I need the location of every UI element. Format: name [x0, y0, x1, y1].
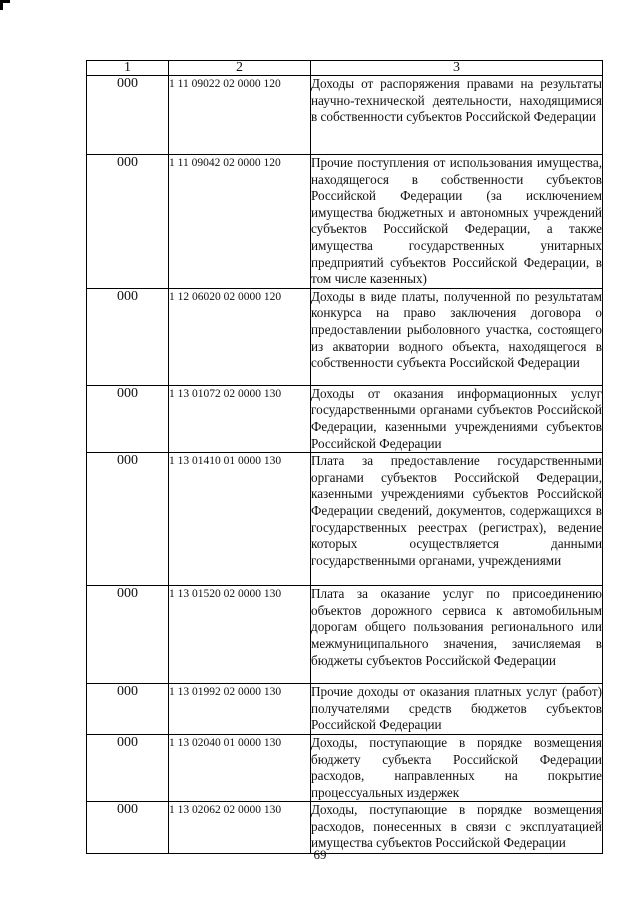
admin-code: 000 — [87, 734, 169, 801]
budget-code: 1 13 02062 02 0000 130 — [169, 802, 311, 854]
budget-code: 1 12 06020 02 0000 120 — [169, 288, 311, 385]
admin-code: 000 — [87, 802, 169, 854]
table-row — [87, 802, 603, 854]
budget-code: 1 13 01410 01 0000 130 — [169, 453, 311, 586]
income-description: Доходы от распоряжения правами на результаты научно-технической деятельности, находящимися в собственности субъектов Российской Федерации — [311, 76, 603, 155]
income-description: Прочие доходы от оказания платных услуг (работ) получателями средств бюджетов субъектов Российской Федерации — [311, 684, 603, 735]
page-number: 69 — [313, 847, 327, 862]
budget-code: 1 13 02040 01 0000 130 — [169, 734, 311, 801]
table-row — [87, 76, 603, 155]
table-row — [87, 453, 603, 586]
income-description: Плата за оказание услуг по присоединению объектов дорожного сервиса к автомобильным дорогам общего пользования регионального или межмуниципального значения, зачисляемая в бюджеты субъектов Российской Федерации — [311, 586, 603, 684]
income-description: Доходы, поступающие в порядке возмещения расходов, понесенных в связи с эксплуатацией имущества субъектов Российской Федерации — [311, 802, 603, 854]
scan-corner-mark — [0, 0, 10, 10]
table-header-row — [87, 61, 603, 76]
income-description: Доходы от оказания информационных услуг государственными органами субъектов Российской Федерации, казенными учреждениями субъектов Российской Федерации — [311, 385, 603, 452]
table-row — [87, 734, 603, 801]
budget-code: 1 11 09042 02 0000 120 — [169, 155, 311, 289]
header-col-1: 1 — [87, 61, 169, 76]
table-row — [87, 385, 603, 452]
table-row — [87, 586, 603, 684]
admin-code: 000 — [87, 684, 169, 735]
admin-code: 000 — [87, 76, 169, 155]
admin-code: 000 — [87, 288, 169, 385]
table-row — [87, 155, 603, 289]
budget-code: 1 13 01072 02 0000 130 — [169, 385, 311, 452]
income-description: Прочие поступления от использования имущества, находящегося в собственности субъектов Российской Федерации (за исключением имущества бюджетных и автономных учреждений субъектов Российской Федерации, а также имущества государственных унитарных предприятий субъектов Российской Федерации, в том числе казенных) — [311, 155, 603, 289]
admin-code: 000 — [87, 155, 169, 289]
income-description: Доходы в виде платы, полученной по результатам конкурса на право заключения договора о предоставлении рыболовного участка, состоящего из акватории водного объекта, находящегося в собственности субъекта Российской Федерации — [311, 288, 603, 385]
budget-code: 1 11 09022 02 0000 120 — [169, 76, 311, 155]
header-col-3: 3 — [311, 61, 603, 76]
income-description: Плата за предоставление государственными органами субъектов Российской Федерации, казенными учреждениями субъектов Российской Федерации сведений, документов, содержащихся в государственных реестрах (регистрах), ведение которых осуществляется данными государственными органами, учреждениями — [311, 453, 603, 586]
budget-codes-table — [86, 60, 603, 854]
admin-code: 000 — [87, 385, 169, 452]
table-row — [87, 288, 603, 385]
admin-code: 000 — [87, 453, 169, 586]
budget-code: 1 13 01520 02 0000 130 — [169, 586, 311, 684]
header-col-2: 2 — [169, 61, 311, 76]
budget-code: 1 13 01992 02 0000 130 — [169, 684, 311, 735]
admin-code: 000 — [87, 586, 169, 684]
table-row — [87, 684, 603, 735]
income-description: Доходы, поступающие в порядке возмещения бюджету субъекта Российской Федерации расходов, направленных на покрытие процессуальных издержек — [311, 734, 603, 801]
